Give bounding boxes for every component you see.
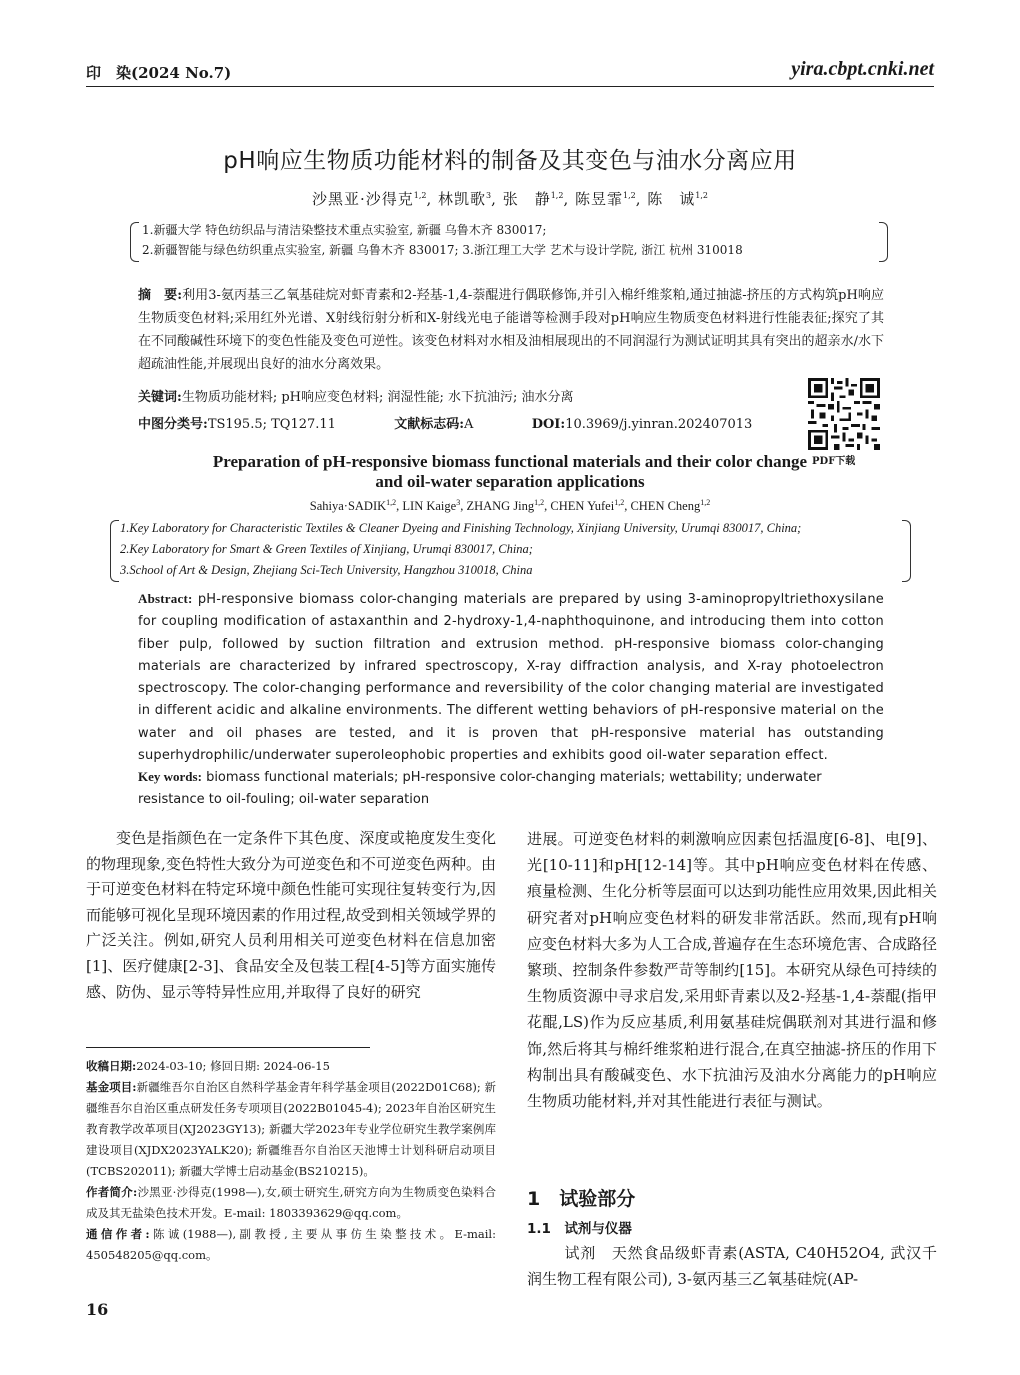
intro-continued: 进展。可逆变色材料的刺激响应因素包括温度[6-8]、电[9]、光[10-11]和pH[12-14]等。其中pH响应变色材料在传感、痕量检测、生化分析等层面可以达到功能性应用效果,因此相关研究者对pH响应变色材料的研发非常活跃。然而,现有pH响应变色材料大多为人工合成,普遍存在生态环境危害、合成路径繁琐、控制条件参数严苛等制约[15]。本研究从绿色可持续的生物质资源中寻求启发,采用虾青素以及2-羟基-1,4-萘醌(指甲花醌,LS)作为反应基质,利用氨基硅烷偶联剂对其进行温和修饰,然后将其与棉纤维浆粕进行混合,在真空抽滤-挤压的作用下构制出具有酸碱变色、水下抗油污及油水分离能力的pH响应生物质功能材料,并对其性能进行表征与测试。 (527, 830, 937, 1111)
corresponding-label: 通信作者: (86, 1227, 150, 1241)
footnote-dates (86, 1056, 496, 1077)
journal-header: 印 染(2024 No.7) (86, 64, 232, 82)
doi-label: DOI: (531, 417, 566, 432)
footnote-corresponding (86, 1224, 496, 1266)
author-name: 林凯歌 (438, 190, 487, 208)
body-intro-right (527, 826, 937, 1114)
abstract-zh-label: 摘 要: (138, 288, 183, 303)
subsection-heading-1-1: 1.1 试剂与仪器 (527, 1221, 632, 1237)
abstract-zh (138, 284, 884, 376)
dates-value: 2024-03-10; 修回日期: 2024-06-15 (136, 1059, 330, 1073)
affiliation-line-en: 2.Key Laboratory for Smart & Green Textiles of Xinjiang, Urumqi 830017, China; (120, 542, 533, 556)
author-name: 张 静 (502, 190, 551, 208)
right-brace (879, 222, 888, 262)
author-name-en: ZHANG Jing (466, 499, 535, 514)
fund-label: 基金项目: (86, 1080, 137, 1094)
abstract-en-label: Abstract: (138, 591, 193, 606)
section-heading-1: 1 试验部分 (527, 1188, 636, 1210)
keywords-en-text: biomass functional materials; pH-responsive color-changing materials; wettability; underwater resistance to oil-fouling; oil-water separation (138, 770, 822, 807)
corresponding-value: 陈诚(1988—),副教授,主要从事仿生染整技术。E-mail: 450548205@qq.com。 (86, 1227, 496, 1262)
keywords-en-label: Key words: (138, 769, 202, 784)
author-affiliation: 3 (486, 191, 492, 200)
footnotes (86, 1056, 496, 1266)
author-affiliation: 1,2 (623, 191, 636, 200)
footnote-divider (86, 1047, 370, 1048)
author-name: 沙黑亚·沙得克 (311, 190, 414, 208)
author-affiliation: 1,2 (695, 191, 709, 200)
author-affiliation: 1,2 (534, 498, 545, 507)
qr-code-icon[interactable] (808, 378, 880, 450)
abstract-en-text: pH-responsive biomass color-changing materials are prepared by using 3-aminopropyltriethoxysilane for coupling modification of astaxanthin and 2-hydroxy-1,4-naphthoquinone, and introducing them into cotton fiber pulp, followed by suction filtration and extrusion method. pH-responsive biomass color-changing materials are characterized by infrared spectroscopy, X-ray diffraction analysis, and X-ray photoelectron spectroscopy. The color-changing performance and reversibility of the color changing material are investigated in different acidic and alkaline environments. The different wetting behaviors of pH-responsive material on the water and oil phases are tested, and it is proven that pH-responsive material has outstanding superhydrophilic/underwater superoleophobic properties and exhibits good oil-water separation effect. (138, 592, 884, 764)
abstract-en (138, 588, 884, 767)
author-name-en: Sahiya·SADIK (309, 499, 387, 514)
author-list-en: Sahiya·SADIK$^{1,2}$, LIN Kaige$^3$, ZHANG Jing$^{1,2}$, CHEN Yufei$^{1,2}$, CHEN Cheng$^{1,2}$ (309, 498, 711, 514)
author-name-en: CHEN Yufei (550, 499, 615, 514)
author-affiliation: 1,2 (550, 191, 564, 200)
clc-value: TS195.5; TQ127.11 (207, 417, 336, 432)
body-intro-left: 变色是指颜色在一定条件下其色度、深度或艳度发生变化的物理现象,变色特性大致分为可逆变色和不可逆变色两种。由于可逆变色材料在特定环境中颜色性能可实现往复转变行为,因而能够可视化呈现环境因素的作用过程,故受到相关领域学界的广泛关注。例如,研究人员利用相关可逆变色材料在信息加密[1]、医疗健康[2-3]、食品安全及包装工程[4-5]等方面实施传感、防伪、显示等特异性应用,并取得了良好的研究 (86, 829, 496, 1001)
author-name: 陈 诚 (647, 190, 696, 208)
keywords-zh-text: 生物质功能材料; pH响应变色材料; 润湿性能; 水下抗油污; 油水分离 (181, 390, 574, 405)
author-name-en: CHEN Cheng (630, 499, 701, 514)
clc-label: 中图分类号: (138, 417, 208, 432)
footnote-fund (86, 1077, 496, 1182)
footnote-author (86, 1182, 496, 1224)
author-name-en: LIN Kaige (402, 499, 457, 514)
affiliations-zh (134, 220, 884, 262)
author-affiliation: 1,2 (413, 191, 427, 200)
affiliation-line: 2.新疆智能与绿色纺织重点实验室, 新疆 乌鲁木齐 830017; 3.浙江理工大学 艺术与设计学院, 浙江 杭州 310018 (142, 243, 743, 257)
paper-title-zh: pH响应生物质功能材料的制备及其变色与油水分离应用 (223, 148, 797, 174)
header-divider (86, 86, 934, 87)
author-name: 陈昱霏 (574, 190, 623, 208)
affiliations-en (114, 518, 907, 582)
doc-code-label: 文献标志码: (394, 417, 465, 432)
left-brace (130, 222, 139, 262)
paper-title-en: Preparation of pH-responsive biomass functional materials and their color change and oil-water separation applications (212, 452, 808, 491)
affiliation-line-en: 1.Key Laboratory for Characteristic Textiles & Cleaner Dyeing and Finishing Technology, Xinjiang University, Urumqi 830017, China; (120, 521, 802, 535)
author-bio-label: 作者简介: (86, 1185, 138, 1199)
doi-value[interactable]: 10.3969/j.yinran.202407013 (565, 417, 753, 432)
keywords-zh-label: 关键词: (138, 390, 182, 405)
dates-label: 收稿日期: (86, 1059, 137, 1073)
keywords-zh (138, 386, 574, 405)
affiliation-line: 1.新疆大学 特色纺织品与清洁染整技术重点实验室, 新疆 乌鲁木齐 830017; (142, 223, 547, 237)
right-brace (902, 520, 911, 582)
abstract-zh-text: 利用3-氨丙基三乙氧基硅烷对虾青素和2-羟基-1,4-萘醌进行偶联修饰,并引入棉纤维浆粕,通过抽滤-挤压的方式构筑pH响应生物质变色材料;采用红外光谱、X射线衍射分析和X-射线光电子能谱等检测手段对pH响应生物质变色材料进行性能表征;探究了其在不同酸碱性环境下的变色性能及变色可逆性。该变色材料对水相及油相展现出的不同润湿行为测试证明其具有突出的超亲水/水下超疏油性能,并展现出良好的油水分离效果。 (138, 288, 884, 372)
affiliation-line-en: 3.School of Art & Design, Zhejiang Sci-Tech University, Hangzhou 310018, China (120, 563, 533, 577)
journal-url[interactable]: yira.cbpt.cnki.net (791, 58, 934, 80)
reagents-paragraph: 试剂 天然食品级虾青素(ASTA, C40H52O4, 武汉千润生物工程有限公司), 3-氨丙基三乙氧基硅烷(AP- (527, 1244, 937, 1288)
page-number: 16 (86, 1300, 109, 1319)
pdf-download-caption[interactable]: PDF下载 (812, 456, 856, 467)
author-list-zh: 沙黑亚·沙得克$^{1,2}$, 林凯歌$^3$, 张 静$^{1,2}$, 陈昱霏$^{1,2}$, 陈 诚$^{1,2}$ (311, 190, 709, 208)
doc-code-value: A (464, 417, 474, 432)
fund-value: 新疆维吾尔自治区自然科学基金青年科学基金项目(2022D01C68); 新疆维吾尔自治区重点研发任务专项项目(2022B01045-4); 2023年自治区研究生教育教学改革项目(XJ2023GY13); 新疆大学2023年专业学位研究生教学案例库建设项目(XJDX2023YALK20); 新疆维吾尔自治区天池博士计划科研启动项目(TCBS202011); 新疆大学博士启动基金(BS210215)。 (86, 1080, 496, 1178)
keywords-en (138, 766, 884, 811)
author-bio-value: 沙黑亚·沙得克(1998—),女,硕士研究生,研究方向为生物质变色染料合成及其无盐染色技术开发。E-mail: 1803393629@qq.com。 (86, 1185, 496, 1220)
author-affiliation: 1,2 (386, 498, 397, 507)
author-affiliation: 1,2 (614, 498, 625, 507)
author-affiliation: 1,2 (700, 498, 711, 507)
left-brace (110, 520, 119, 582)
classification-line (138, 413, 752, 432)
author-affiliation: 3 (456, 498, 461, 507)
